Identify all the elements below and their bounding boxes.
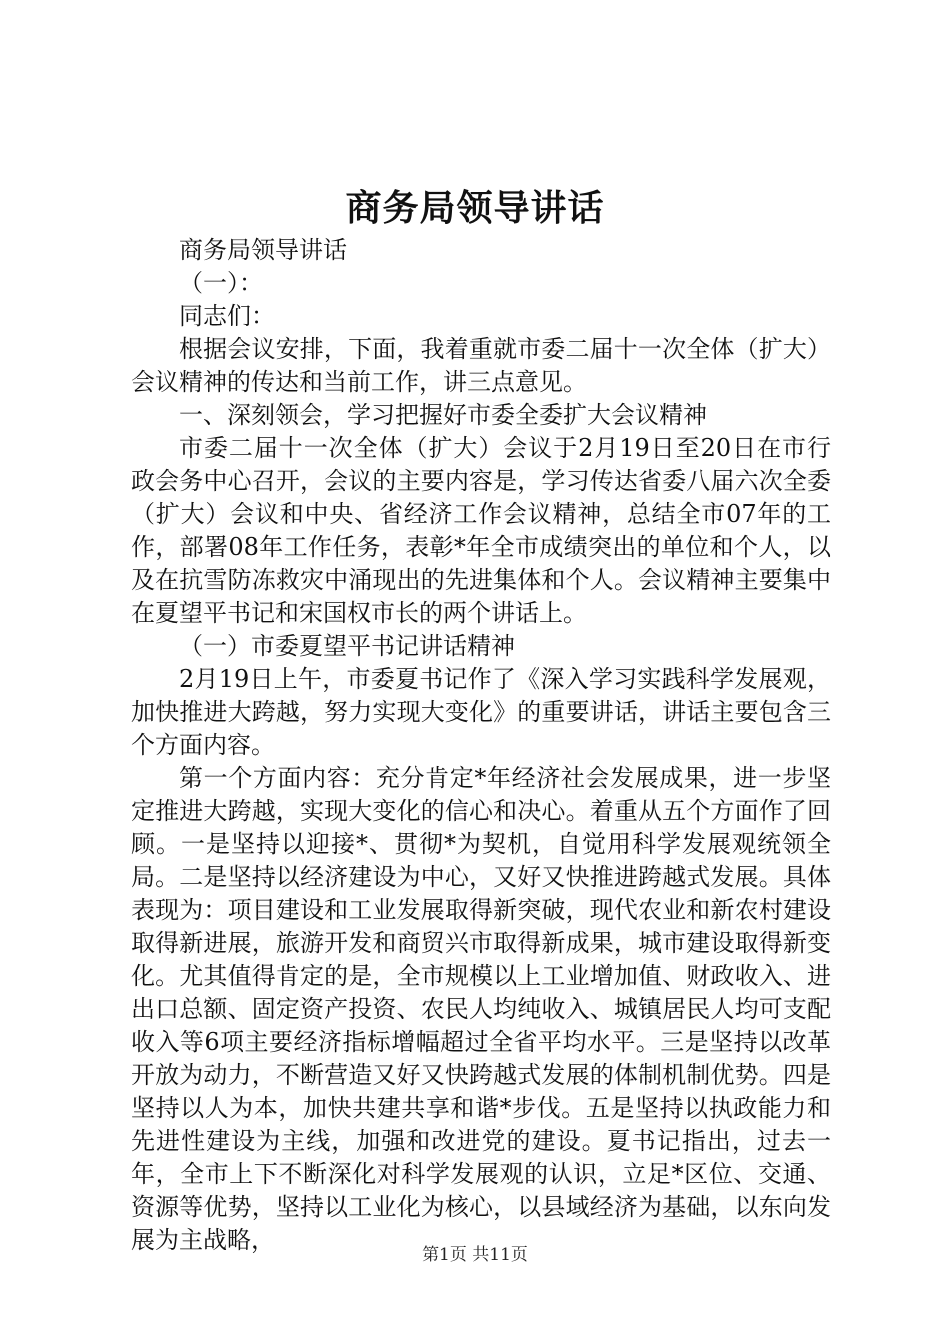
paragraph: 同志们： [179, 302, 275, 330]
paragraph: 商务局领导讲话 [179, 236, 347, 264]
page-footer: 第1页 共11页 [422, 1245, 528, 1265]
document-title: 商务局领导讲话 [345, 187, 605, 229]
paragraph: （一）： [179, 269, 263, 297]
paragraph: 一、深刻领会，学习把握好市委全委扩大会议精神 [179, 401, 707, 429]
paragraph: （一）市委夏望平书记讲话精神 [179, 632, 515, 660]
paragraph: 市委二届十一次全体（扩大）会议于2月19日至20日在市行政会务中心召开，会议的主要内容是，学习传达省委八届六次全委（扩大）会议和中央、省经济工作会议精神，总结全市07年的工作，部署08年工作任务，表彰*年全市成绩突出的单位和个人，以及在抗雪防冻救灾中涌现出的先进集体和个人。会议精神主要集中在夏望平书记和宋国权市长的两个讲话上。 [131, 434, 831, 627]
paragraph: 根据会议安排，下面，我着重就市委二届十一次全体（扩大）会议精神的传达和当前工作，讲三点意见。 [131, 335, 831, 396]
paragraph: 第一个方面内容：充分肯定*年经济社会发展成果，进一步坚定推进大跨越，实现大变化的信心和决心。着重从五个方面作了回顾。一是坚持以迎接*、贯彻*为契机，自觉用科学发展观统领全局。二是坚持以经济建设为中心，又好又快推进跨越式发展。具体表现为：项目建设和工业发展取得新突破，现代农业和新农村建设取得新进展，旅游开发和商贸兴市取得新成果，城市建设取得新变化。尤其值得肯定的是，全市规模以上工业增加值、财政收入、进出口总额、固定资产投资、农民人均纯收入、城镇居民人均可支配收入等6项主要经济指标增幅超过全省平均水平。三是坚持以改革开放为动力，不断营造又好又快跨越式发展的体制机制优势。四是坚持以人为本，加快共建共享和谐*步伐。五是坚持以执政能力和先进性建设为主线，加强和改进党的建设。夏书记指出，过去一年，全市上下不断深化对科学发展观的认识，立足*区位、交通、资源等优势，坚持以工业化为核心，以县域经济为基础，以东向发展为主战略， [131, 764, 831, 1254]
document-body [131, 234, 831, 1257]
paragraph: 2月19日上午，市委夏书记作了《深入学习实践科学发展观，加快推进大跨越，努力实现大变化》的重要讲话，讲话主要包含三个方面内容。 [131, 665, 831, 759]
